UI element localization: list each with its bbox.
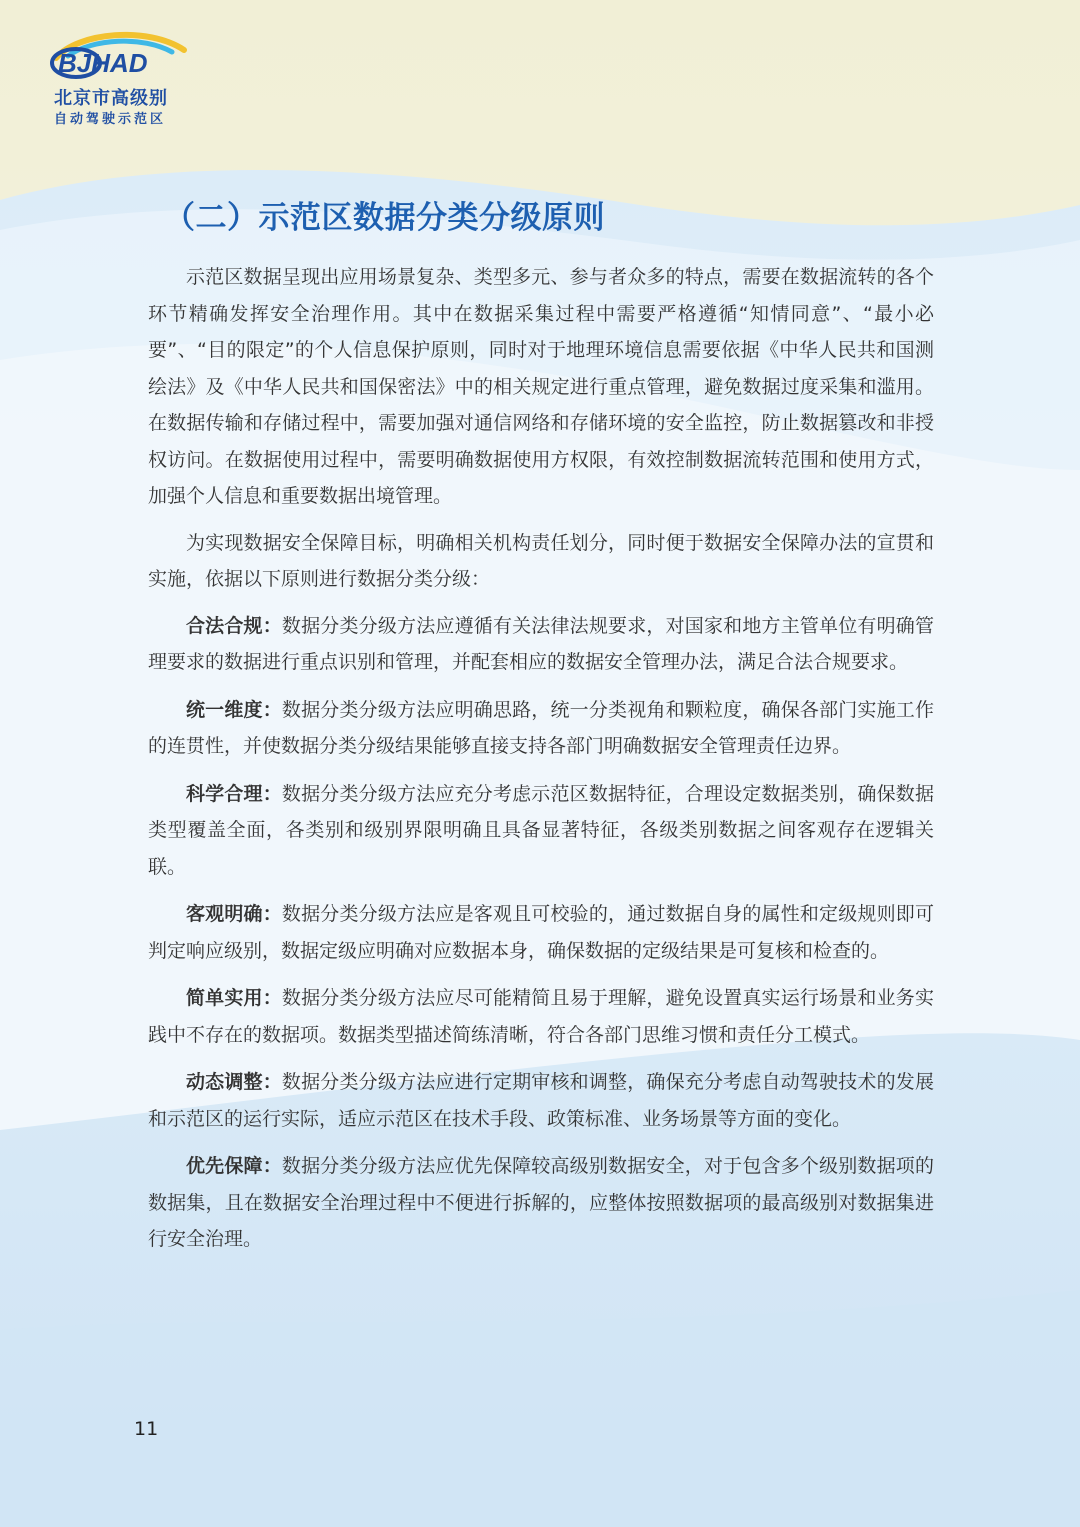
logo-name-line2: 自动驾驶示范区 <box>54 112 167 127</box>
logo <box>48 28 198 128</box>
principle-paragraph-practical <box>148 980 934 1053</box>
principle-term: 动态调整： <box>186 1071 282 1093</box>
principle-text: 数据分类分级方法应明确思路，统一分类视角和颗粒度，确保各部门实施工作的连贯性，并使数据分类分级结果能够直接支持各部门明确数据安全管理责任边界。 <box>148 698 934 757</box>
logo-wordmark: BJHAD <box>58 48 148 78</box>
principle-term: 简单实用： <box>186 987 282 1009</box>
principle-paragraph-scientific <box>148 776 934 886</box>
principle-term: 合法合规： <box>186 614 282 637</box>
principle-text: 数据分类分级方法应优先保障较高级别数据安全，对于包含多个级别数据项的数据集，且在数据安全治理过程中不便进行拆解的，应整体按照数据项的最高级别对数据集进行安全治理。 <box>148 1155 934 1250</box>
logo-name-line1: 北京市高级别 <box>54 88 168 109</box>
principle-term: 科学合理： <box>186 782 282 805</box>
principle-paragraph-legal <box>148 608 934 681</box>
principle-paragraph-priority <box>148 1148 934 1258</box>
intro-paragraph: 为实现数据安全保障目标，明确相关机构责任划分，同时便于数据安全保障办法的宣贯和实施，依据以下原则进行数据分类分级： <box>148 531 934 590</box>
intro-paragraph: 示范区数据呈现出应用场景复杂、类型多元、参与者众多的特点，需要在数据流转的各个环节精确发挥安全治理作用。其中在数据采集过程中需要严格遵循“知情同意”、“最小必要”、“目的限定”的个人信息保护原则，同时对于地理环境信息需要依据《中华人民共和国测绘法》及《中华人民共和国保密法》中的相关规定进行重点管理，避免数据过度采集和滥用。在数据传输和存储过程中，需要加强对通信网络和存储环境的安全监控，防止数据篡改和非授权访问。在数据使用过程中，需要明确数据使用方权限，有效控制数据流转范围和使用方式，加强个人信息和重要数据出境管理。 <box>148 266 934 507</box>
section-title: （二）示范区数据分类分级原则 <box>164 200 605 236</box>
bjhad-logo-mark <box>48 28 188 82</box>
principle-term: 优先保障： <box>186 1155 282 1177</box>
principle-text: 数据分类分级方法应尽可能精简且易于理解，避免设置真实运行场景和业务实践中不存在的数据项。数据类型描述简练清晰，符合各部门思维习惯和责任分工模式。 <box>148 987 934 1046</box>
page-number: 11 <box>134 1418 159 1440</box>
principle-term: 客观明确： <box>186 903 282 925</box>
principle-term: 统一维度： <box>186 698 282 721</box>
principle-text: 数据分类分级方法应遵循有关法律法规要求，对国家和地方主管单位有明确管理要求的数据进行重点识别和管理，并配套相应的数据安全管理办法，满足合法合规要求。 <box>148 614 934 673</box>
principle-paragraph-objective <box>148 896 934 969</box>
principle-paragraph-dynamic <box>148 1064 934 1137</box>
principle-text: 数据分类分级方法应是客观且可校验的，通过数据自身的属性和定级规则即可判定响应级别，数据定级应明确对应数据本身，确保数据的定级结果是可复核和检查的。 <box>148 903 934 962</box>
main-content <box>148 192 934 1269</box>
principle-text: 数据分类分级方法应进行定期审核和调整，确保充分考虑自动驾驶技术的发展和示范区的运行实际，适应示范区在技术手段、政策标准、业务场景等方面的变化。 <box>148 1071 934 1130</box>
principle-text: 数据分类分级方法应充分考虑示范区数据特征，合理设定数据类别，确保数据类型覆盖全面，各类别和级别界限明确且具备显著特征，各级类别数据之间客观存在逻辑关联。 <box>148 782 934 878</box>
principle-paragraph-unified <box>148 692 934 765</box>
